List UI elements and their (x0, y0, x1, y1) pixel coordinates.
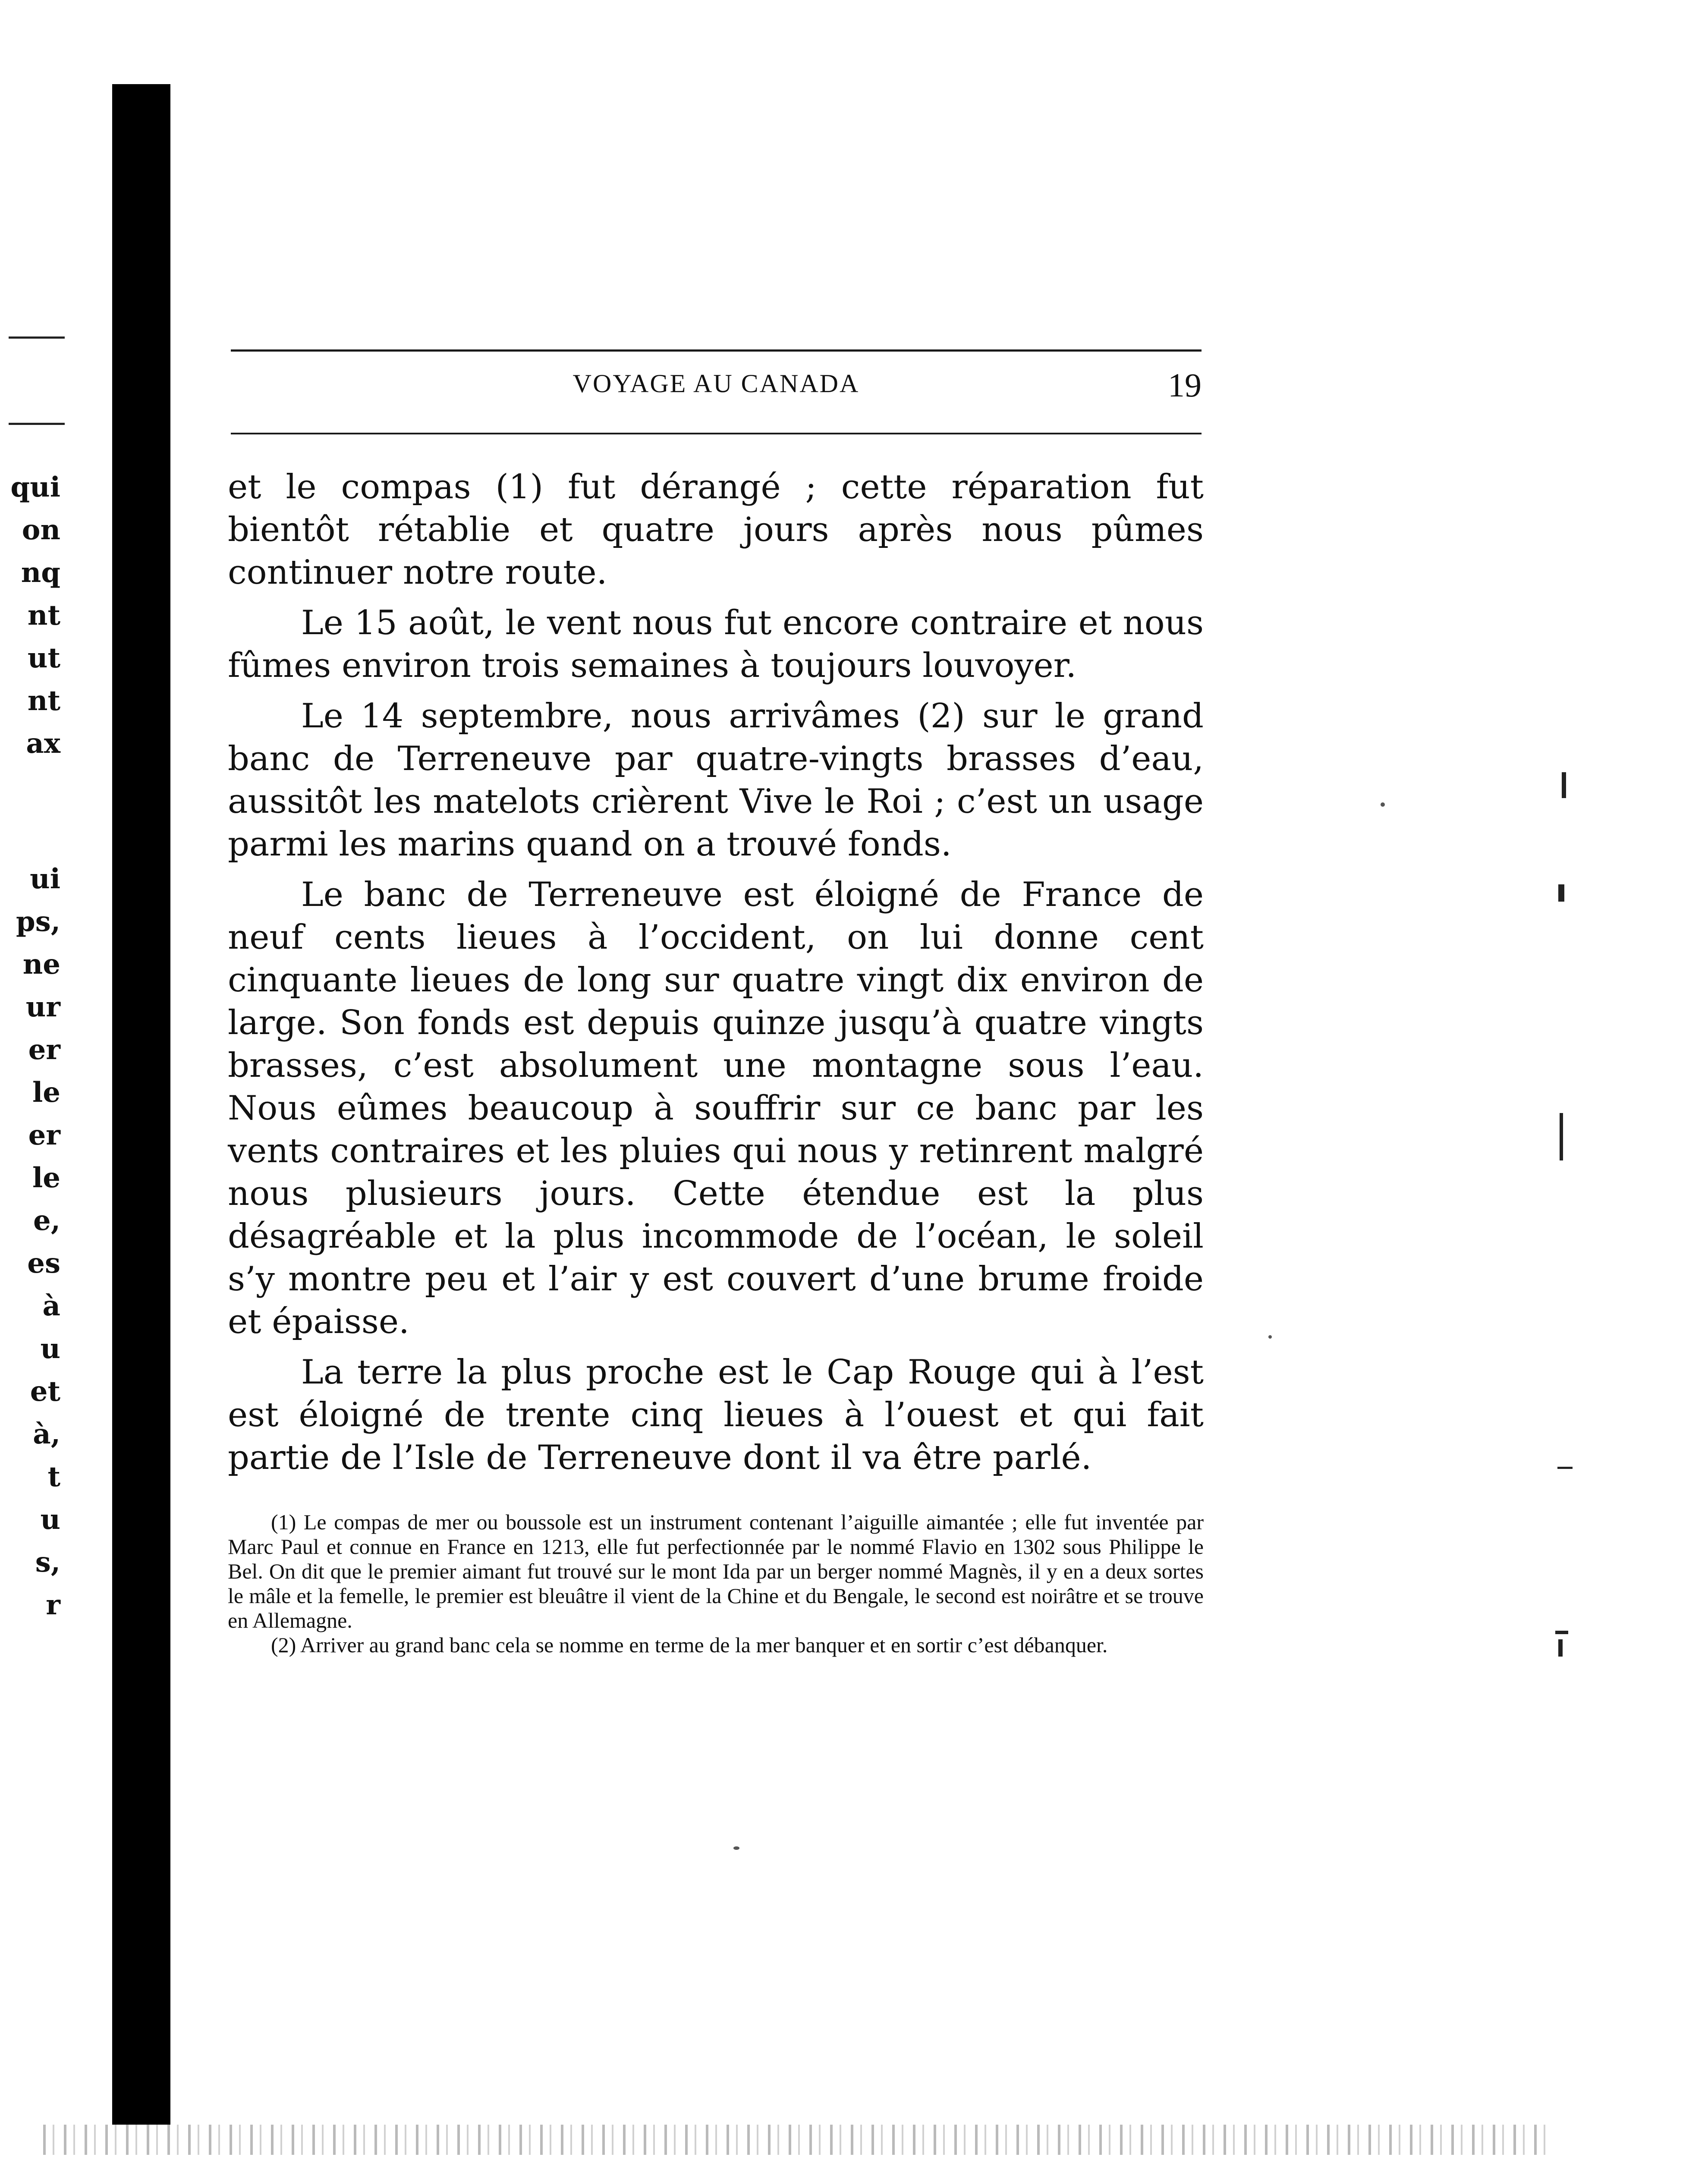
previous-page-fragments (0, 466, 108, 1626)
header-rule-top (231, 349, 1202, 352)
fragment: s, (35, 1546, 60, 1578)
fragment: ps, (16, 906, 60, 938)
fragment: er (28, 1119, 60, 1151)
scan-speck (1381, 802, 1385, 807)
scan-artifact (1557, 1467, 1573, 1469)
fragment: le (32, 1076, 60, 1109)
fragment: et (30, 1375, 60, 1408)
scan-artifact (1558, 1639, 1563, 1657)
scan-artifact (1555, 1631, 1568, 1634)
fragment: ur (25, 991, 60, 1023)
footnote: (2) Arriver au grand banc cela se nomme en terme de la mer banquer et en sortir c’est débanquer. (271, 1633, 1108, 1657)
paragraph: La terre la plus proche est le Cap Rouge qui à l’est est éloigné de trente cinq lieues à l’ouest et qui fait partie de l’Isle de Terreneuve dont il va être parlé. (228, 1353, 1204, 1477)
fragment: u (40, 1333, 60, 1365)
page-number: 19 (1168, 366, 1202, 404)
scan-speck (733, 1846, 739, 1850)
paragraph: Le 14 septembre, nous arrivâmes (2) sur le grand banc de Terreneuve par quatre-vingts brasses d’eau, aussitôt les matelots crièrent Vive le Roi ; c’est un usage parmi les marins quand on a trouvé fonds. (228, 697, 1204, 864)
fragment: er (28, 1034, 60, 1066)
fragment: t (47, 1461, 60, 1493)
body-text (228, 466, 1204, 1487)
fragment: à, (33, 1418, 60, 1450)
fragment: ax (26, 727, 60, 760)
fragment: ui (30, 863, 60, 895)
fragment: le (32, 1162, 60, 1194)
fragment: e, (33, 1204, 60, 1237)
fragment: nq (21, 557, 60, 589)
scan-artifact (1558, 884, 1564, 902)
binding-shadow (112, 84, 170, 2125)
scan-speck (1268, 1335, 1272, 1339)
fragment: r (46, 1589, 60, 1621)
footnote: (1) Le compas de mer ou boussole est un instrument contenant l’aiguille aimantée ; elle fut inventée par Marc Paul et connue en France en 1213, elle fut perfectionnée par le nommé Flavio en 1302 sous Philippe le Bel. On dit que le premier aimant fut trouvé sur le mont Ida par un berger nommé Magnès, il y en a deux sortes le mâle et la femelle, le premier est bleuâtre il vient de la Chine et du Bengale, le second est noirâtre et se trouve en Allemagne. (228, 1510, 1204, 1632)
paragraph: Le banc de Terreneuve est éloigné de France de neuf cents lieues à l’occident, on lui donne cent cinquante lieues de long sur quatre vingt dix environ de large. Son fonds est depuis quinze jusqu’à quatre vingts brasses, c’est absolument une montagne sous l’eau. Nous eûmes beaucoup à souffrir sur ce banc par les vents contraires et les pluies qui nous y retinrent malgré nous plusieurs jours. Cette étendue est la plus désagréable et la plus incommode de l’océan, le soleil s’y montre peu et l’air y est couvert d’une brume froide et épaisse. (228, 875, 1204, 1341)
fragment: ut (27, 642, 60, 674)
previous-page-rule (9, 423, 65, 425)
fragment: nt (27, 599, 60, 632)
fragment: nt (27, 685, 60, 717)
fragment: à (42, 1290, 60, 1322)
running-title: VOYAGE AU CANADA (572, 369, 860, 398)
scan-noise (43, 2125, 1553, 2155)
paragraph: et le compas (1) fut dérangé ; cette réparation fut bientôt rétablie et quatre jours après nous pûmes continuer notre route. (228, 468, 1204, 592)
header-rule-bottom (231, 433, 1202, 434)
fragment: qui (10, 471, 60, 503)
fragment: es (27, 1247, 60, 1280)
paragraph: Le 15 août, le vent nous fut encore contraire et nous fûmes environ trois semaines à toujours louvoyer. (228, 604, 1204, 685)
previous-page-rule (9, 336, 65, 339)
fragment: u (40, 1503, 60, 1536)
scan-artifact (1562, 772, 1566, 798)
fragment: on (22, 514, 60, 546)
footnotes (228, 1510, 1204, 1657)
scan-artifact (1560, 1113, 1563, 1160)
fragment: ne (22, 948, 60, 981)
